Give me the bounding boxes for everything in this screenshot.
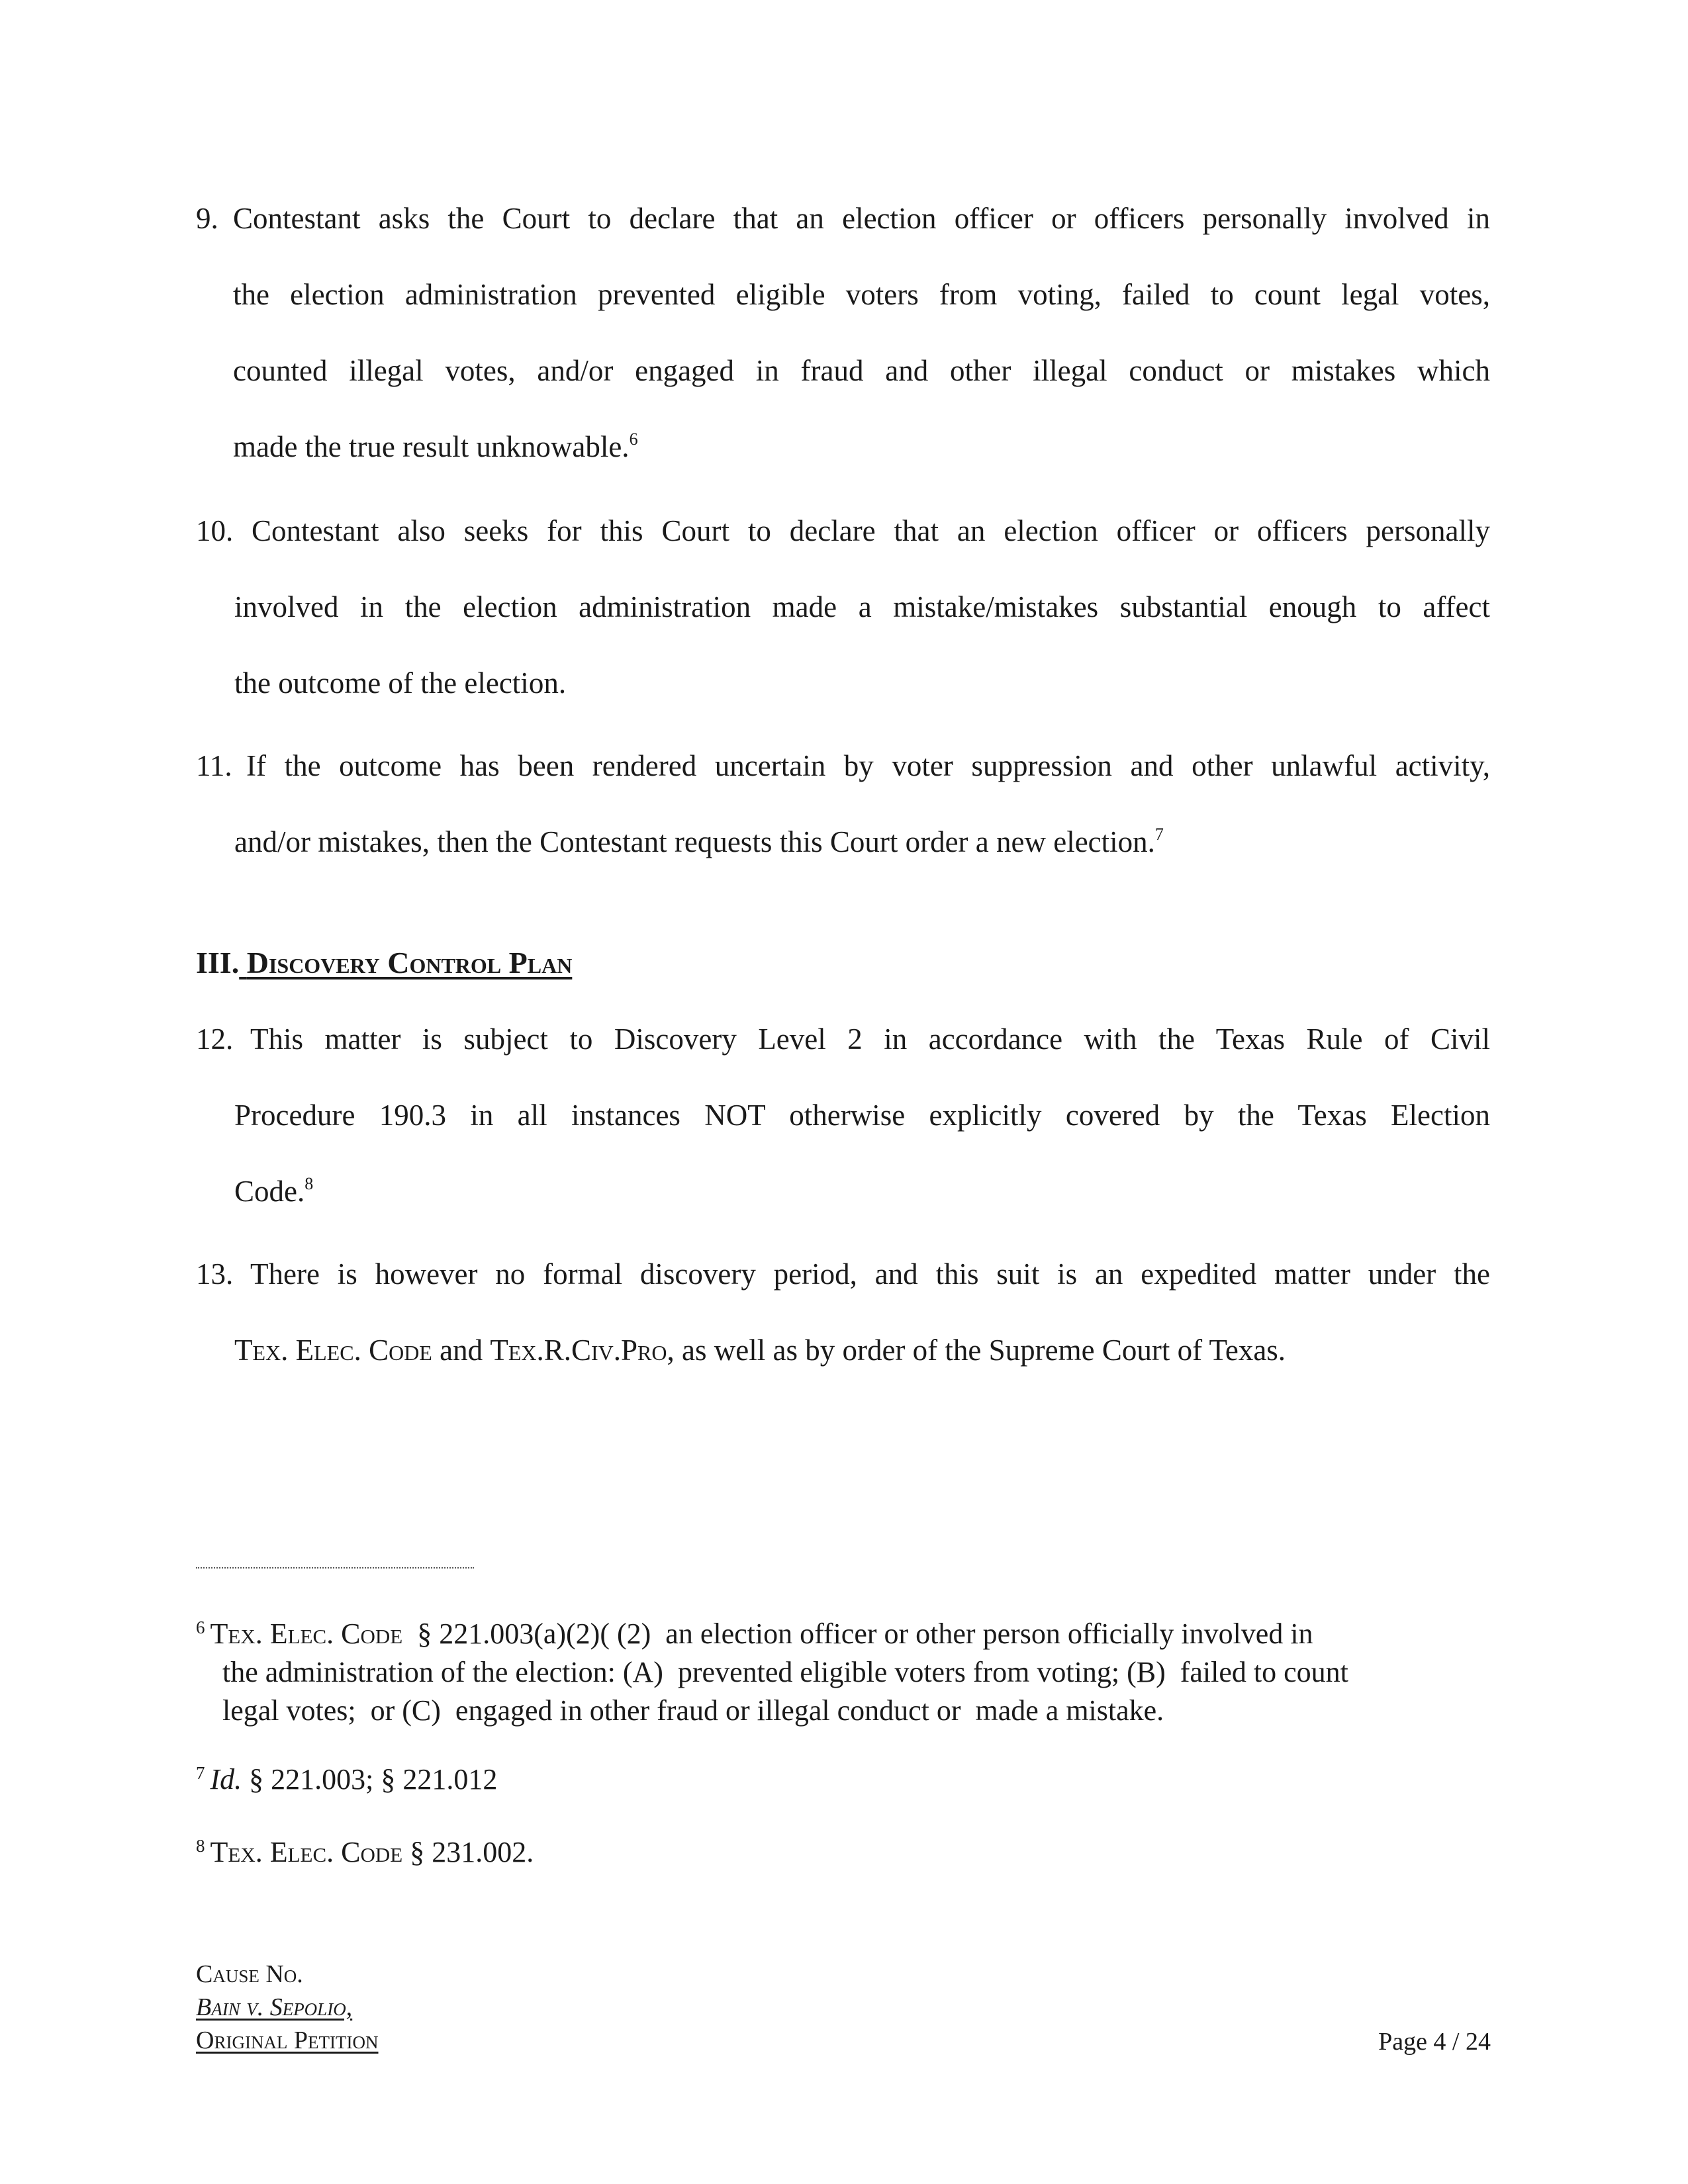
footnote-6-line: legal votes; or (C) engaged in other fraud or illegal conduct or made a mistake.	[222, 1694, 1164, 1727]
footer-case-name: Bain v. Sepolio,	[196, 1993, 353, 2021]
paragraph-line: Contestant asks the Court to declare that an election officer or officers personally involved in	[233, 202, 1490, 235]
footnote-number: 6	[196, 1617, 205, 1637]
paragraph-line: the election administration prevented eligible voters from voting, failed to count legal votes,	[233, 278, 1490, 311]
paragraph-number: 11.	[196, 749, 232, 782]
section-heading	[196, 943, 572, 983]
paragraph-line: Procedure 190.3 in all instances NOT otherwise explicitly covered by the Texas Election	[234, 1099, 1490, 1132]
paragraph-number: 12.	[196, 1023, 234, 1056]
paragraph-line: counted illegal votes, and/or engaged in fraud and other illegal conduct or mistakes which	[233, 354, 1490, 387]
section-number: III.	[196, 946, 240, 979]
paragraph-line: made the true result unknowable.$^6$	[233, 430, 638, 463]
page-footer	[196, 1958, 379, 2057]
footer-cause-number: Cause No.	[196, 1960, 303, 1988]
footnote-separator	[196, 1567, 474, 1569]
page-number: Page 4 / 24	[1378, 2028, 1491, 2056]
footnote-8: $^8$ Tex. Elec. Code § 231.002.	[196, 1836, 534, 1868]
footer-document-title: Original Petition	[196, 2026, 379, 2054]
paragraph-line: If the outcome has been rendered uncertain by voter suppression and other unlawful activity,	[246, 749, 1490, 782]
footnote-number: 8	[196, 1836, 205, 1856]
paragraph-line: Code.$^8$	[234, 1174, 314, 1208]
footnote-ref-8[interactable]: 8	[305, 1174, 314, 1193]
paragraph-line: This matter is subject to Discovery Level 2 in accordance with the Texas Rule of Civil	[250, 1023, 1490, 1056]
paragraph-line: the outcome of the election.	[234, 666, 567, 700]
paragraph-line: Tex. Elec. Code and Tex.R.Civ.Pro, as well as by order of the Supreme Court of Texas.	[234, 1334, 1286, 1367]
footnote-6-line: the administration of the election: (A) prevented eligible voters from voting; (B) failed to count	[222, 1656, 1348, 1688]
paragraph-number: 9.	[196, 202, 218, 235]
section-title: Discovery Control Plan	[246, 946, 573, 979]
footnote-ref-7[interactable]: 7	[1154, 825, 1164, 844]
paragraph-number: 13.	[196, 1257, 234, 1291]
footnote-6: $^6$ Tex. Elec. Code § 221.003(a)(2)( (2) an election officer or other person officially involved in	[196, 1617, 1313, 1650]
paragraph-line: Contestant also seeks for this Court to declare that an election officer or officers personally	[252, 514, 1490, 547]
footnote-7: $^7$ Id. § 221.003; § 221.012	[196, 1763, 498, 1796]
paragraph-line: involved in the election administration made a mistake/mistakes substantial enough to affect	[234, 590, 1490, 623]
footnote-number: 7	[196, 1763, 205, 1783]
paragraph-number: 10.	[196, 514, 234, 547]
paragraph-line: There is however no formal discovery period, and this suit is an expedited matter under the	[250, 1257, 1490, 1291]
paragraph-line: and/or mistakes, then the Contestant requests this Court order a new election.$^7$	[234, 825, 1164, 858]
footnote-ref-6[interactable]: 6	[629, 430, 638, 449]
